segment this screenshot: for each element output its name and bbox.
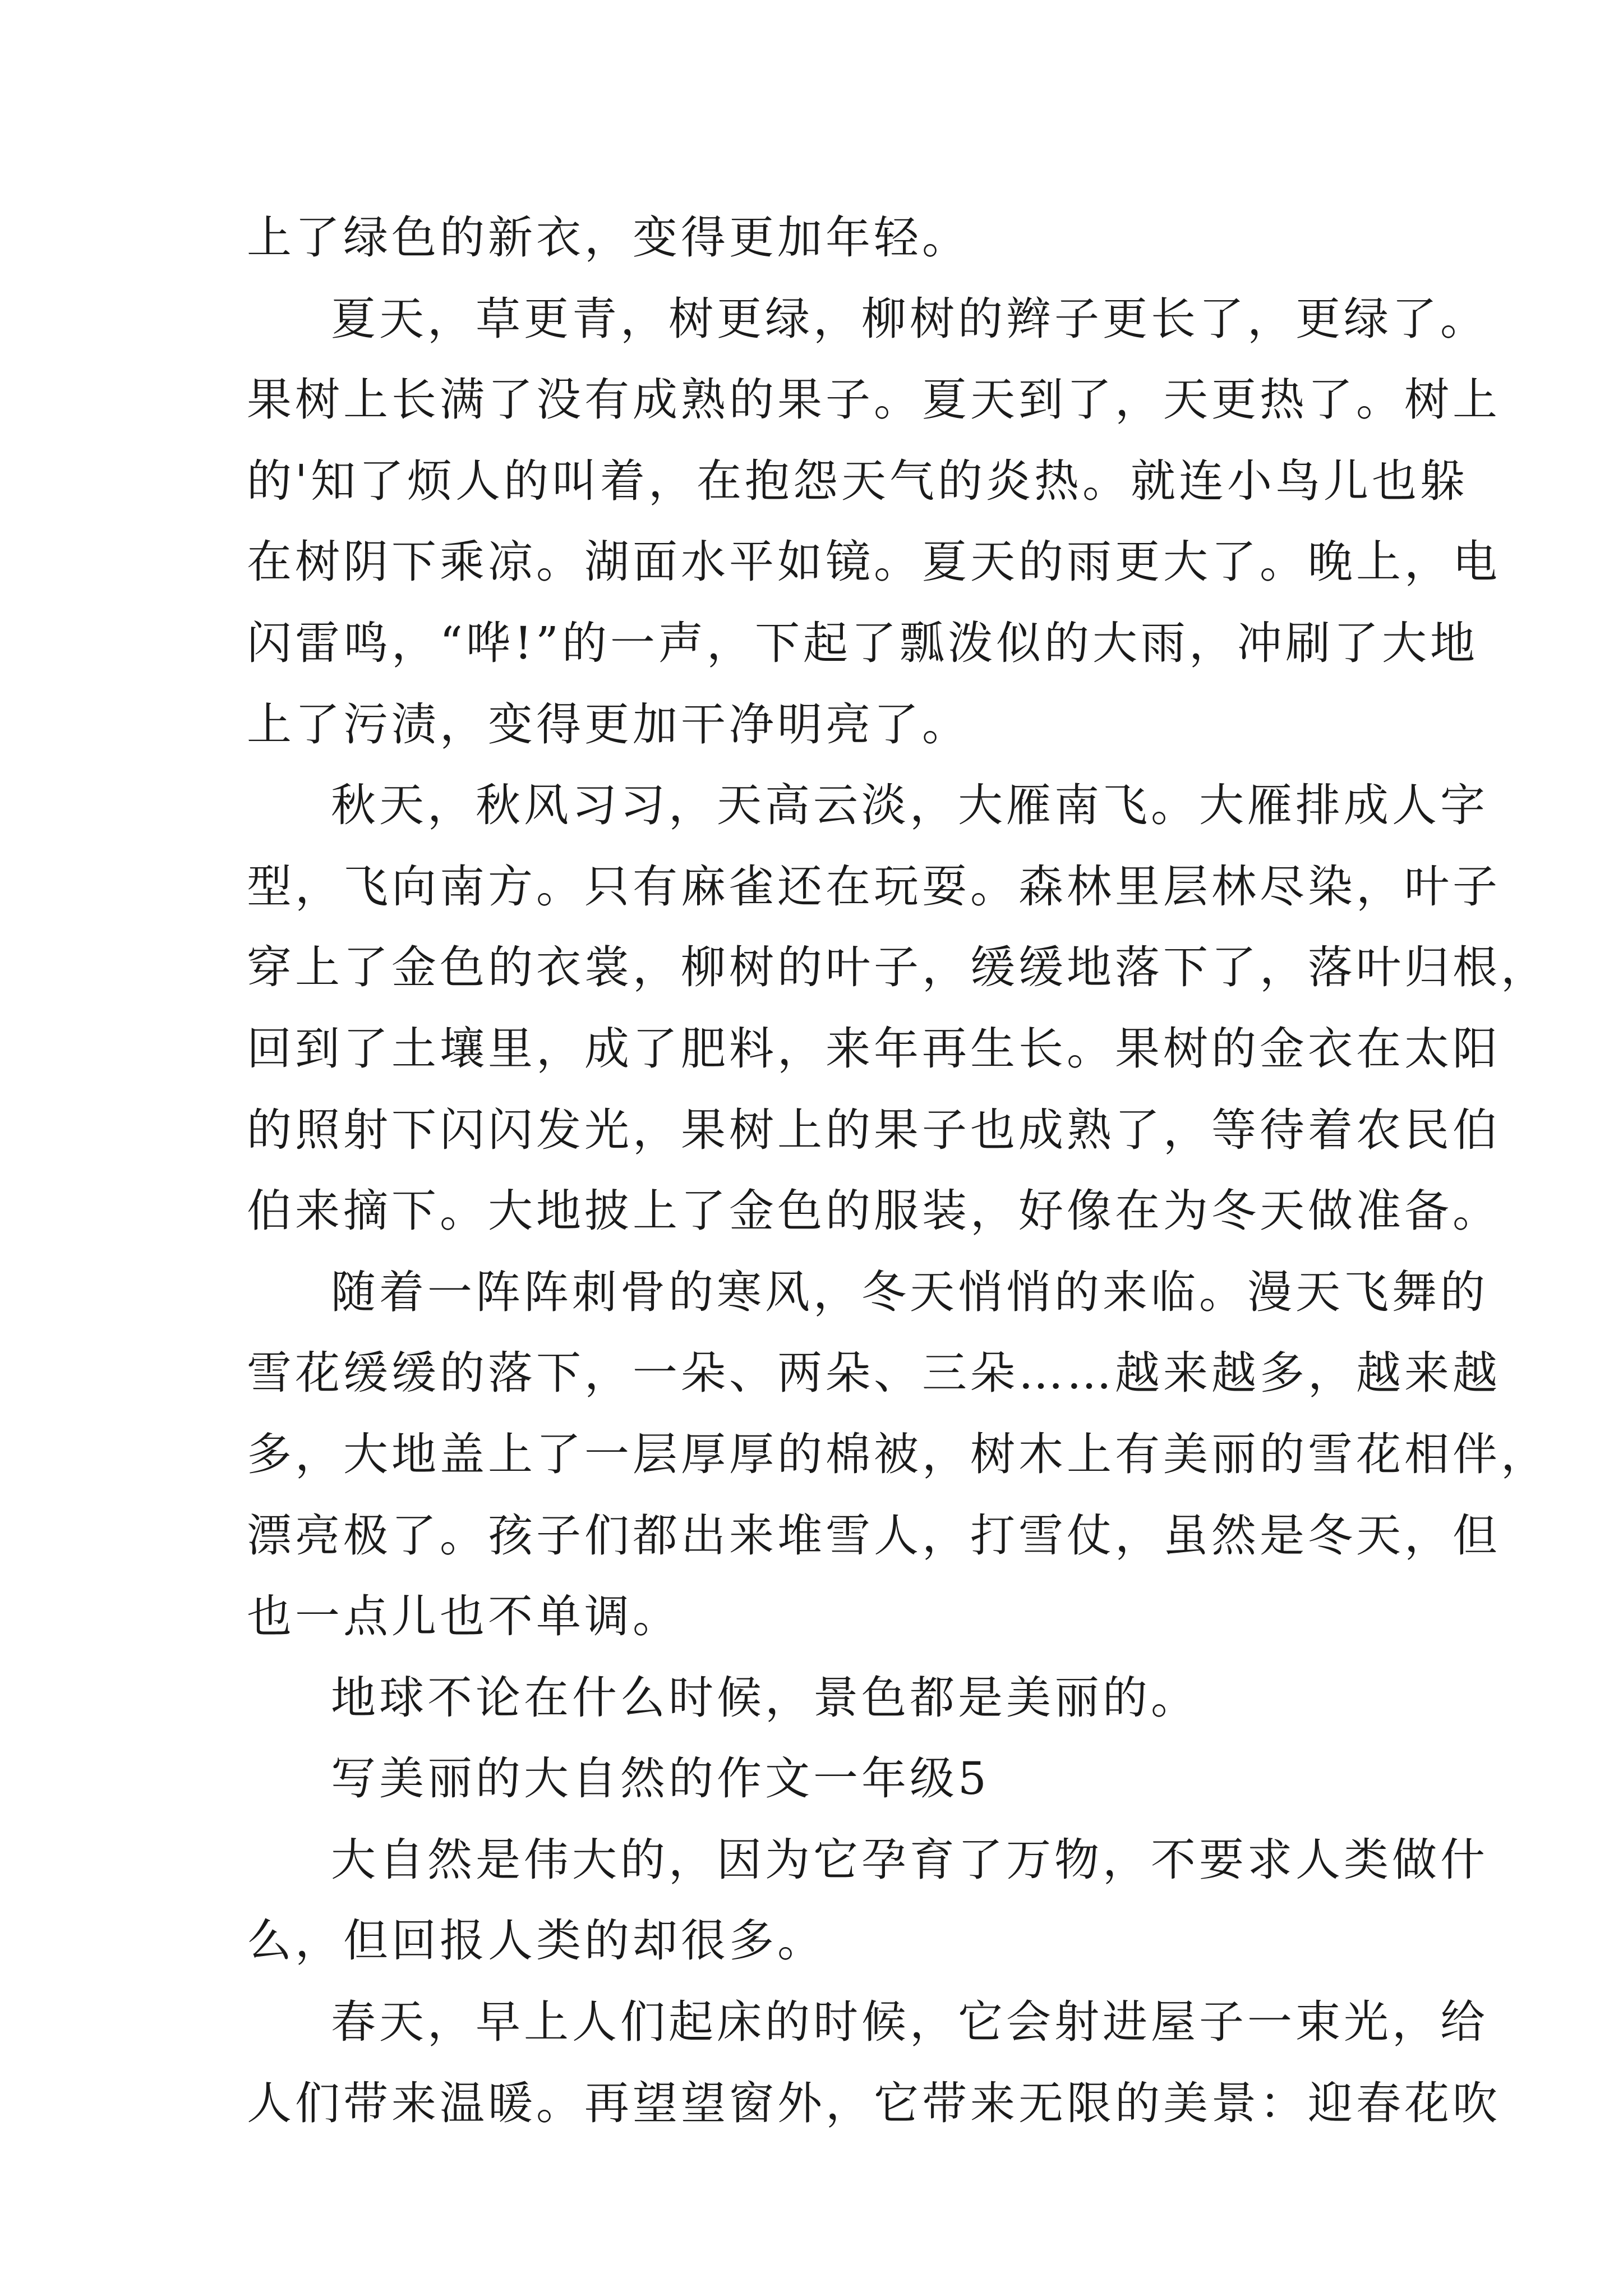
text-line: 秋天，秋风习习，天高云淡，大雁南飞。大雁排成人字 bbox=[331, 779, 1488, 832]
text-line: 多，大地盖上了一层厚厚的棉被，树木上有美丽的雪花相伴， bbox=[247, 1428, 1549, 1480]
text-line: 果树上长满了没有成熟的果子。夏天到了，天更热了。树上 bbox=[247, 374, 1501, 426]
text-line: 夏天，草更青，树更绿，柳树的辫子更长了，更绿了。 bbox=[331, 292, 1488, 345]
text-line: 人们带来温暖。再望望窗外，它带来无限的美景：迎春花吹 bbox=[247, 2077, 1501, 2129]
text-line: 地球不论在什么时候，景色都是美丽的。 bbox=[331, 1671, 1199, 1724]
text-line: 么，但回报人类的却很多。 bbox=[247, 1915, 826, 1967]
text-line: 回到了土壤里，成了肥料，来年再生长。果树的金衣在太阳 bbox=[247, 1022, 1501, 1075]
text-line: 漂亮极了。孩子们都出来堆雪人，打雪仗，虽然是冬天，但 bbox=[247, 1509, 1501, 1562]
text-line: 大自然是伟大的，因为它孕育了万物，不要求人类做什 bbox=[331, 1833, 1488, 1886]
text-line: 穿上了金色的衣裳，柳树的叶子，缓缓地落下了，落叶归根， bbox=[247, 941, 1549, 994]
text-line: 伯来摘下。大地披上了金色的服装，好像在为冬天做准备。 bbox=[247, 1185, 1501, 1237]
text-line: 的'知了烦人的叫着，在抱怨天气的炎热。就连小鸟儿也躲 bbox=[247, 454, 1468, 507]
body-text bbox=[247, 197, 1549, 2144]
text-line: 也一点儿也不单调。 bbox=[247, 1590, 681, 1643]
text-line: 上了绿色的新衣，变得更加年轻。 bbox=[247, 211, 970, 264]
text-line: 上了污渍，变得更加干净明亮了。 bbox=[247, 698, 970, 751]
text-line: 型，飞向南方。只有麻雀还在玩耍。森林里层林尽染，叶子 bbox=[247, 860, 1501, 913]
text-line: 写美丽的大自然的作文一年级5 bbox=[331, 1752, 990, 1805]
text-line: 雪花缓缓的落下，一朵、两朵、三朵……越来越多，越来越 bbox=[247, 1347, 1501, 1400]
text-line: 春天，早上人们起床的时候，它会射进屋子一束光，给 bbox=[331, 1996, 1488, 2049]
text-line: 闪雷鸣，“哗!”的一声，下起了瓢泼似的大雨，冲刷了大地 bbox=[247, 616, 1478, 669]
text-line: 随着一阵阵刺骨的寒风，冬天悄悄的来临。漫天飞舞的 bbox=[331, 1266, 1488, 1318]
text-line: 的照射下闪闪发光，果树上的果子也成熟了，等待着农民伯 bbox=[247, 1103, 1501, 1156]
text-line: 在树阴下乘凉。湖面水平如镜。夏天的雨更大了。晚上，电 bbox=[247, 536, 1501, 588]
